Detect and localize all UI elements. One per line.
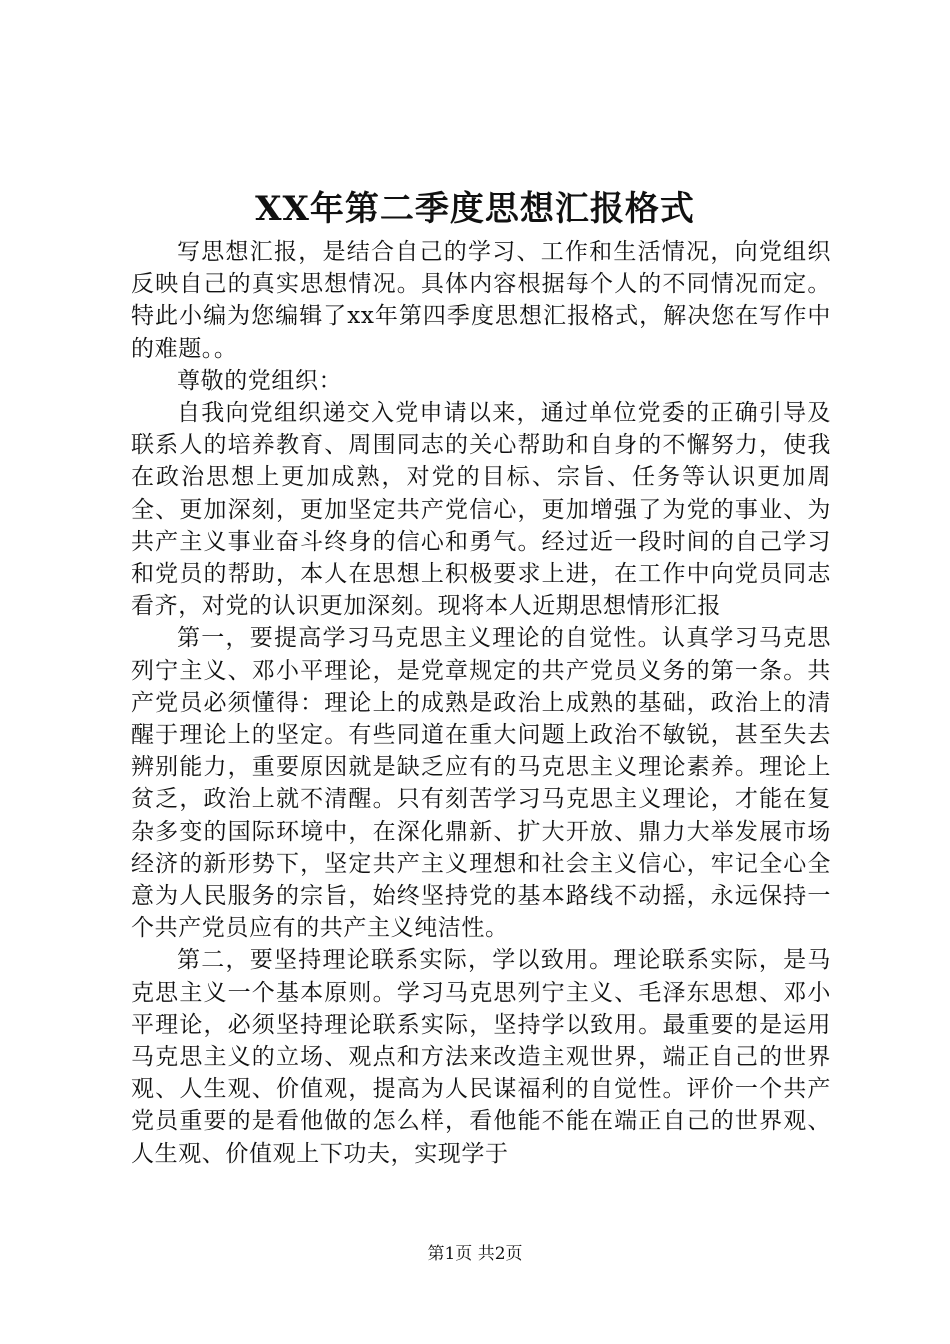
body-paragraph: 自我向党组织递交入党申请以来，通过单位党委的正确引导及联系人的培养教育、周围同志的关心帮助和自身的不懈努力，使我在政治思想上更加成熟，对党的目标、宗旨、任务等认识更加周全、更加深刻，更加坚定共产党信心，更加增强了为党的事业、为共产主义事业奋斗终身的信心和勇气。经过近一段时间的自己学习和党员的帮助，本人在思想上积极要求上进，在工作中向党员同志看齐，对党的认识更加深刻。现将本人近期思想情形汇报 [131,400,831,620]
document-title: XX年第二季度思想汇报格式 [255,189,695,229]
intro-paragraph: 写思想汇报，是结合自己的学习、工作和生活情况，向党组织反映自己的真实思想情况。具体内容根据每个人的不同情况而定。特此小编为您编辑了xx年第四季度思想汇报格式，解决您在写作中的难题。。 [131,239,831,362]
page-number-footer: 第1页 共2页 [427,1244,523,1264]
document-body [131,236,831,1170]
salutation: 尊敬的党组织： [177,367,343,394]
body-paragraph: 第二，要坚持理论联系实际，学以致用。理论联系实际，是马克思主义一个基本原则。学习马克思列宁主义、毛泽东思想、邓小平理论，必须坚持理论联系实际，坚持学以致用。最重要的是运用马克思主义的立场、观点和方法来改造主观世界，端正自己的世界观、人生观、价值观，提高为人民谋福利的自觉性。评价一个共产党员重要的是看他做的怎么样，看他能不能在端正自己的世界观、人生观、价值观上下功夫，实现学于 [131,947,831,1167]
body-paragraph: 第一，要提高学习马克思主义理论的自觉性。认真学习马克思列宁主义、邓小平理论，是党章规定的共产党员义务的第一条。共产党员必须懂得：理论上的成熟是政治上成熟的基础，政治上的清醒于理论上的坚定。有些同道在重大问题上政治不敏锐，甚至失去辨别能力，重要原因就是缺乏应有的马克思主义理论素养。理论上贫乏，政治上就不清醒。只有刻苦学习马克思主义理论，才能在复杂多变的国际环境中，在深化鼎新、扩大开放、鼎力大举发展市场经济的新形势下，坚定共产主义理想和社会主义信心，牢记全心全意为人民服务的宗旨，始终坚持党的基本路线不动摇，永远保持一个共产党员应有的共产主义纯洁性。 [131,625,831,942]
